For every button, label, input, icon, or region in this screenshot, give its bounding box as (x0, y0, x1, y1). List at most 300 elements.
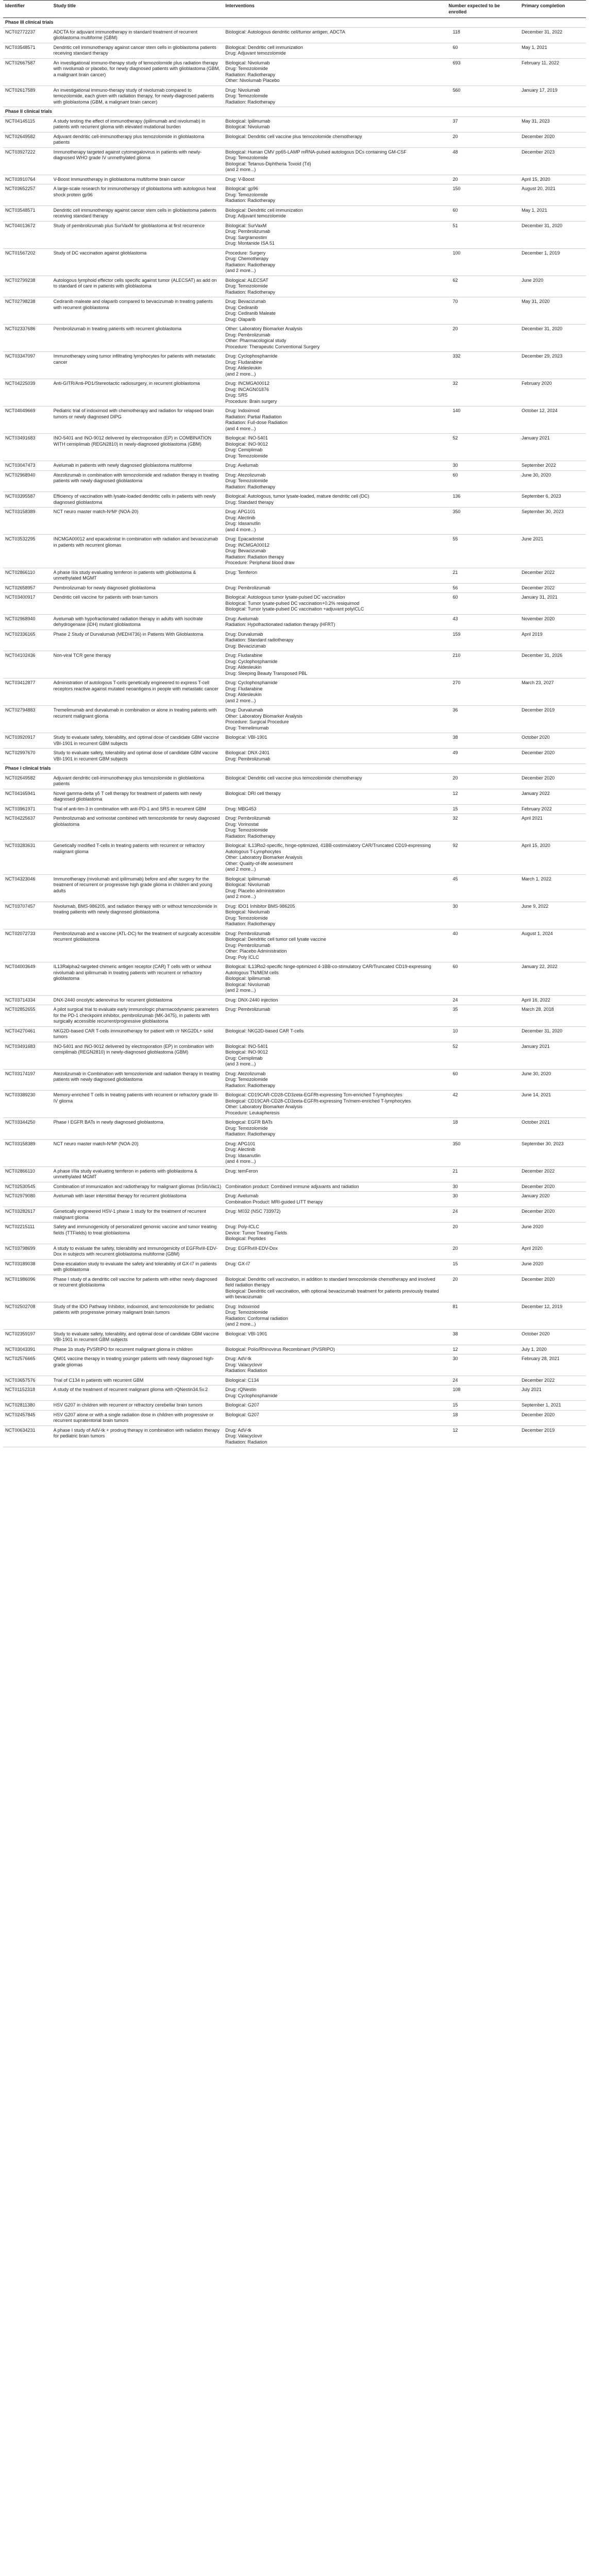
header-primary-completion: Primary completion (519, 1, 586, 18)
interventions: Biological: ALECSAT Drug: Temozolomide Radiation: Radiotherapy (223, 276, 446, 297)
table-row (3, 679, 586, 706)
study-title: Trial of C134 in patients with recurrent GBM (52, 1376, 224, 1385)
table-row (3, 1259, 586, 1275)
interventions: Biological: IL13Rα2-specific, hinge-optimized, 41BB-costimulatory CAR/Truncated CD19-expressing Autologous T-Lymphocytes Other: Laboratory Biomarker Analysis Other: Quality-of-life assessment (and 2 more...) (223, 841, 446, 875)
interventions: Drug: Fludarabine Drug: Cyclophosphamide Drug: Aldesleukin Drug: Sleeping Beauty Transposed PBL (223, 651, 446, 679)
study-title: IL13Ralpha2-targeted chimeric antigen receptor (CAR) T cells with or without nivolumab and ipilimumab in treating patients with recurrent or refractory glioblastoma (52, 962, 224, 996)
table-row (3, 535, 586, 568)
interventions: Biological: SurVaxM Drug: Pembrolizumab Drug: Sargramostim Drug: Montanide ISA 51 (223, 221, 446, 248)
trial-identifier: NCT03047473 (3, 461, 52, 471)
table-row (3, 1166, 586, 1182)
study-title: Avelumab in patients with newly diagnosed glioblastoma multiforme (52, 461, 224, 471)
trial-identifier: NCT02336165 (3, 630, 52, 651)
study-title: V-Boost immunotherapy in glioblastoma multiforme brain cancer (52, 175, 224, 184)
trial-identifier: NCT03798699 (3, 1244, 52, 1259)
phase-heading-row (3, 764, 586, 774)
enrollment-count: 37 (447, 116, 520, 132)
table-row (3, 1345, 586, 1354)
header-study-title: Study title (52, 1, 224, 18)
table-row (3, 507, 586, 535)
table-row (3, 593, 586, 615)
primary-completion-date: March 1, 2022 (519, 874, 586, 902)
enrollment-count: 30 (447, 461, 520, 471)
table-header (3, 1, 586, 18)
interventions: Biological: NKG2D-based CAR T-cells (223, 1026, 446, 1042)
table-row (3, 1244, 586, 1259)
trial-identifier: NCT02658957 (3, 583, 52, 593)
trial-identifier: NCT02799238 (3, 276, 52, 297)
primary-completion-date: May 31, 2020 (519, 297, 586, 325)
study-title: A study of the treatment of recurrent malignant glioma with rQNestin34.5v.2 (52, 1385, 224, 1401)
primary-completion-date: September 1, 2021 (519, 1401, 586, 1411)
primary-completion-date: December 2020 (519, 1275, 586, 1302)
study-title: Pembrolizumab and a vaccine (ATL-DC) for the treatment of surgically accessible recurrent glioblastoma (52, 929, 224, 962)
study-title: Efficiency of vaccination with lysate-loaded dendritic cells in patients with newly diagnosed glioblastoma (52, 492, 224, 507)
study-title: Study to evaluate safety, tolerability, and optimal dose of candidate GBM vaccine VBI-1901 in recurrent GBM subjects (52, 733, 224, 749)
enrollment-count: 18 (447, 1118, 520, 1140)
enrollment-count: 350 (447, 1139, 520, 1166)
trial-identifier: NCT03412877 (3, 679, 52, 706)
study-title: Dendritic cell immunotherapy against cancer stem cells in glioblastoma patients receiving standard therapy (52, 43, 224, 58)
phase-heading: Phase II clinical trials (3, 107, 586, 117)
primary-completion-date: April 2021 (519, 814, 586, 841)
study-title: Immunotherapy (nivolumab and ipilimumab) before and after surgery for the treatment of recurrent or progressive high grade glioma in children and young adults (52, 874, 224, 902)
study-title: Atezolizumab in Combination with temozolomide and radiation therapy in treating patients with newly diagnosed glioblastoma (52, 1069, 224, 1091)
interventions: Drug: INCMGA00012 Drug: INCAGN01876 Drug: SRS Procedure: Brain surgery (223, 379, 446, 406)
trial-identifier: NCT02997670 (3, 749, 52, 764)
primary-completion-date: October 2020 (519, 733, 586, 749)
trial-identifier: NCT04225039 (3, 379, 52, 406)
primary-completion-date: January 2021 (519, 1042, 586, 1069)
trial-identifier: NCT04145115 (3, 116, 52, 132)
interventions: Biological: IL13Rα2-specific hinge-optimized 4-1BB-co-stimulatory CAR/Truncated CD19-expressing Autologous TN/MEM cells Biological: Ipilimumab Biological: Nivolumab (and 2 more...) (223, 962, 446, 996)
trial-identifier: NCT03548571 (3, 43, 52, 58)
enrollment-count: 12 (447, 1345, 520, 1354)
study-title: QM01 vaccine therapy in treating younger patients with newly diagnosed high-grade gliomas (52, 1354, 224, 1376)
enrollment-count: 12 (447, 1426, 520, 1447)
study-title: Novel gamma-delta γδ T cell therapy for treatment of patients with newly diagnosed glioblastoma (52, 789, 224, 804)
phase-heading: Phase III clinical trials (3, 18, 586, 28)
trial-identifier: NCT02866110 (3, 1166, 52, 1182)
trial-identifier: NCT00634231 (3, 1426, 52, 1447)
interventions: Biological: Nivolumab Drug: Temozolomide Radiation: Radiotherapy Other: Nivolumab Placebo (223, 58, 446, 86)
trial-identifier: NCT01986096 (3, 1275, 52, 1302)
trial-identifier: NCT02617589 (3, 86, 52, 107)
interventions: Drug: Cyclophosphamide Drug: Fludarabine Drug: Aldesleukin (and 2 more...) (223, 679, 446, 706)
trial-identifier: NCT03189038 (3, 1259, 52, 1275)
study-title: Phase 1b study PVSRIPO for recurrent malignant glioma in children (52, 1345, 224, 1354)
enrollment-count: 62 (447, 276, 520, 297)
interventions: Biological: Autologous dendritic cell/tumor antigen, ADCTA (223, 27, 446, 43)
header-interventions: Interventions (223, 1, 446, 18)
interventions: Biological: Human CMV pp65-LAMP mRNA-pulsed autologous DCs containing GM-CSF Drug: Temozolomide Biological: Tetanus-Diphtheria Toxoid (Td) (and 2 more...) (223, 147, 446, 175)
primary-completion-date: August 1, 2024 (519, 929, 586, 962)
table-body (3, 18, 586, 1447)
primary-completion-date: April 2019 (519, 630, 586, 651)
table-row (3, 1139, 586, 1166)
table-row (3, 221, 586, 248)
enrollment-count: 332 (447, 352, 520, 379)
enrollment-count: 20 (447, 132, 520, 147)
enrollment-count: 10 (447, 1026, 520, 1042)
trial-identifier: NCT02649582 (3, 132, 52, 147)
study-title: DNX-2440 oncolytic adenovirus for recurrent glioblastoma (52, 995, 224, 1005)
enrollment-count: 43 (447, 614, 520, 630)
trial-identifier: NCT02866110 (3, 568, 52, 583)
enrollment-count: 60 (447, 593, 520, 615)
primary-completion-date: June 2020 (519, 276, 586, 297)
primary-completion-date: May 1, 2021 (519, 206, 586, 221)
enrollment-count: 140 (447, 406, 520, 434)
study-title: Phase I study of a dendritic cell vaccine for patients with either newly diagnosed or recurrent glioblastoma (52, 1275, 224, 1302)
study-title: Atezolizumab in combination with temozolomide and radiation therapy in treating patients with newly diagnosed glioblastoma (52, 470, 224, 492)
interventions: Drug: Epacadostat Drug: INCMGA00012 Drug: Bevacizumab Radiation: Radiation therapy Procedure: Peripheral blood draw (223, 535, 446, 568)
enrollment-count: 24 (447, 1207, 520, 1223)
table-row (3, 1069, 586, 1091)
interventions: Drug: APG101 Drug: Alectinib Drug: Idasanutlin (and 4 more...) (223, 1139, 446, 1166)
trial-identifier: NCT02215111 (3, 1223, 52, 1244)
trial-identifier: NCT03652257 (3, 184, 52, 206)
interventions: Drug: V-Boost (223, 175, 446, 184)
primary-completion-date: May 31, 2023 (519, 116, 586, 132)
primary-completion-date: November 2020 (519, 614, 586, 630)
phase-heading-row (3, 18, 586, 28)
study-title: Phase I EGFR BATs in newly diagnosed glioblastoma (52, 1118, 224, 1140)
interventions: Drug: Durvalumab Other: Laboratory Biomarker Analysis Procedure: Surgical Procedure Drug: Tremelimumab (223, 706, 446, 733)
primary-completion-date: December 2022 (519, 568, 586, 583)
study-title: Genetically modified T-cells in treating patients with recurrent or refractory malignant glioma (52, 841, 224, 875)
primary-completion-date: September 2022 (519, 461, 586, 471)
trial-identifier: NCT03389230 (3, 1091, 52, 1118)
study-title: A study testing the effect of immunotherapy (ipilimumab and nivolumab) in patients with recurrent glioma with elevated mutational burden (52, 116, 224, 132)
trial-identifier: NCT04323046 (3, 874, 52, 902)
table-row (3, 1329, 586, 1345)
trial-identifier: NCT02979080 (3, 1192, 52, 1207)
enrollment-count: 210 (447, 651, 520, 679)
primary-completion-date: January 2020 (519, 1192, 586, 1207)
table-row (3, 1192, 586, 1207)
table-row (3, 1385, 586, 1401)
primary-completion-date: December 31, 2020 (519, 221, 586, 248)
enrollment-count: 20 (447, 325, 520, 352)
trial-identifier: NCT02794883 (3, 706, 52, 733)
table-row (3, 1182, 586, 1192)
enrollment-count: 30 (447, 1354, 520, 1376)
enrollment-count: 49 (447, 749, 520, 764)
interventions: Biological: Autologous tumor lysate-pulsed DC vaccination Biological: Tumor lysate-pulsed DC vaccination+0.2% resiquimod Biological: Tumor lysate-pulsed DC vaccination +adjuvant polyICLC (223, 593, 446, 615)
interventions: Biological: EGFR BATs Drug: Temozolomide Radiation: Radiotherapy (223, 1118, 446, 1140)
enrollment-count: 350 (447, 507, 520, 535)
table-row (3, 995, 586, 1005)
enrollment-count: 15 (447, 804, 520, 814)
study-title: Study of DC vaccination against glioblastoma (52, 248, 224, 276)
interventions: Drug: Avelumab Radiation: Hypofractionated radiation therapy (HFRT) (223, 614, 446, 630)
enrollment-count: 20 (447, 773, 520, 789)
table-row (3, 406, 586, 434)
primary-completion-date: June 30, 2020 (519, 470, 586, 492)
primary-completion-date: April 2020 (519, 1244, 586, 1259)
enrollment-count: 20 (447, 1244, 520, 1259)
trial-identifier: NCT03174197 (3, 1069, 52, 1091)
interventions: Drug: Pembrolizumab Drug: Vorinostat Drug: Temozolomide Radiation: Radiotherapy (223, 814, 446, 841)
interventions: Drug: Pembrolizumab (223, 583, 446, 593)
study-title: INO-5401 and INO-9012 delivered by electroporation (EP) in COMBINATION WITH cemiplimab (REGN2810) in newly-diagnosed glioblastoma (GBM) (52, 434, 224, 461)
interventions: Biological: gp96 Drug: Temozolomide Radiation: Radiotherapy (223, 184, 446, 206)
study-title: NCT neuro master match-N²M² (NOA-20) (52, 507, 224, 535)
table-row (3, 1376, 586, 1385)
header-identifier: Identifier (3, 1, 52, 18)
trial-identifier: NCT03927222 (3, 147, 52, 175)
header-enrolled: Number expected to be enrolled (447, 1, 520, 18)
interventions: Biological: Dendritic cell vaccine plus temozolomide chemotherapy (223, 132, 446, 147)
study-title: Study to evaluate safety, tolerability, and optimal dose of candidate GBM vaccine VBI-1901 in recurrent GBM subjects (52, 1329, 224, 1345)
interventions: Biological: DRI cell therapy (223, 789, 446, 804)
interventions: Biological: G207 (223, 1410, 446, 1426)
interventions: Drug: Poly-ICLC Device: Tumor Treating Fields Biological: Peptides (223, 1223, 446, 1244)
primary-completion-date: January 2021 (519, 434, 586, 461)
study-title: Study to evaluate safety, tolerability and optimal dose of candidate GBM vaccine VBI-1901 in recurrent GBM subjects (52, 749, 224, 764)
table-row (3, 1042, 586, 1069)
study-title: Tremelimumab and durvalumab in combination or alone in treating patients with recurrent malignant glioma (52, 706, 224, 733)
interventions: Drug: Avelumab (223, 461, 446, 471)
study-title: Avelumab with laser interstitial therapy for recurrent glioblastoma (52, 1192, 224, 1207)
study-title: Adjuvant dendritic cell-immunotherapy plus temozolomide in glioblastoma patients (52, 132, 224, 147)
primary-completion-date: December 29, 2023 (519, 352, 586, 379)
trial-identifier: NCT03158389 (3, 1139, 52, 1166)
enrollment-count: 55 (447, 535, 520, 568)
table-row (3, 1091, 586, 1118)
enrollment-count: 42 (447, 1091, 520, 1118)
study-title: Trial of anti-tim-3 in combination with anti-PD-1 and SRS in recurrent GBM (52, 804, 224, 814)
primary-completion-date: December 31, 2020 (519, 325, 586, 352)
primary-completion-date: June 30, 2020 (519, 1069, 586, 1091)
primary-completion-date: October 12, 2024 (519, 406, 586, 434)
enrollment-count: 30 (447, 1182, 520, 1192)
interventions: Combination product: Combined immune adjuvants and radiation (223, 1182, 446, 1192)
study-title: NCT neuro master match-N²M² (NOA-20) (52, 1139, 224, 1166)
table-row (3, 1223, 586, 1244)
interventions: Biological: Ipilimumab Biological: Nivolumab (223, 116, 446, 132)
primary-completion-date: January 2022 (519, 789, 586, 804)
primary-completion-date: December 2019 (519, 706, 586, 733)
trial-identifier: NCT03532295 (3, 535, 52, 568)
primary-completion-date: August 20, 2021 (519, 184, 586, 206)
interventions: Biological: Dendritic cell immunization Drug: Adjuvant temozolomide (223, 43, 446, 58)
enrollment-count: 60 (447, 1069, 520, 1091)
primary-completion-date: February 28, 2021 (519, 1354, 586, 1376)
enrollment-count: 92 (447, 841, 520, 875)
table-row (3, 276, 586, 297)
trial-identifier: NCT03400917 (3, 593, 52, 615)
interventions: Biological: G207 (223, 1401, 446, 1411)
interventions: Drug: IDO1 Inhibitor BMS-986205 Biological: Nivolumab Drug: Temozolomide Radiation: Radiotherapy (223, 902, 446, 929)
table-row (3, 962, 586, 996)
trial-identifier: NCT02968940 (3, 614, 52, 630)
study-title: Anti-GITR/Anti-PD1/Stereotactic radiosurgery, in recurrent glioblastoma (52, 379, 224, 406)
table-row (3, 902, 586, 929)
study-title: Pediatric trial of indoximod with chemotherapy and radiation for relapsed brain tumors or newly diagnosed DIPG (52, 406, 224, 434)
table-row (3, 1207, 586, 1223)
study-title: Pembrolizumab in treating patients with recurrent glioblastoma (52, 325, 224, 352)
table-row (3, 461, 586, 471)
interventions: Drug: APG101 Drug: Alectinib Drug: Idasanutlin (and 4 more...) (223, 507, 446, 535)
enrollment-count: 118 (447, 27, 520, 43)
table-row (3, 147, 586, 175)
table-row (3, 325, 586, 352)
interventions: Drug: Indoximod Drug: Temozolomide Radiation: Conformal radiation (and 2 more...) (223, 1302, 446, 1329)
interventions: Drug: AdV-tk Drug: Valacyclovir Radiation: Radiation (223, 1426, 446, 1447)
study-title: Memory-enriched T cells in treating patients with recurrent or refractory grade III-IV glioma (52, 1091, 224, 1118)
interventions: Drug: Durvalumab Radiation: Standard radiotherapy Drug: Bevacizumab (223, 630, 446, 651)
enrollment-count: 60 (447, 43, 520, 58)
table-row (3, 132, 586, 147)
trial-identifier: NCT03043391 (3, 1345, 52, 1354)
primary-completion-date: March 28, 2018 (519, 1005, 586, 1027)
primary-completion-date: April 15, 2020 (519, 175, 586, 184)
enrollment-count: 15 (447, 1401, 520, 1411)
interventions: Biological: C134 (223, 1376, 446, 1385)
enrollment-count: 60 (447, 206, 520, 221)
study-title: Combination of immunization and radiotherapy for malignant gliomas (InSituVac1) (52, 1182, 224, 1192)
primary-completion-date: December 31, 2022 (519, 27, 586, 43)
enrollment-count: 20 (447, 1223, 520, 1244)
table-row (3, 297, 586, 325)
primary-completion-date: October 2021 (519, 1118, 586, 1140)
primary-completion-date: June 9, 2022 (519, 902, 586, 929)
trial-identifier: NCT03910764 (3, 175, 52, 184)
table-row (3, 773, 586, 789)
table-row (3, 630, 586, 651)
primary-completion-date: December 1, 2019 (519, 248, 586, 276)
primary-completion-date: December 2020 (519, 1207, 586, 1223)
trial-identifier: NCT03282617 (3, 1207, 52, 1223)
trial-identifier: NCT03920917 (3, 733, 52, 749)
primary-completion-date: December 2022 (519, 583, 586, 593)
primary-completion-date: February 2020 (519, 379, 586, 406)
enrollment-count: 56 (447, 583, 520, 593)
trial-identifier: NCT02359197 (3, 1329, 52, 1345)
primary-completion-date: December 31, 2026 (519, 651, 586, 679)
study-title: A phase I study of AdV-tk + prodrug therapy in combination with radiation therapy for pediatric brain tumors (52, 1426, 224, 1447)
study-title: Phase 2 Study of Durvalumab (MEDI4736) in Patients With Glioblastoma (52, 630, 224, 651)
study-title: Study of the IDO Pathway Inhibitor, indoximod, and temozolomide for pediatric patients with progressive primary malignant brain tumors (52, 1302, 224, 1329)
trial-identifier: NCT03491683 (3, 434, 52, 461)
primary-completion-date: September 6, 2023 (519, 492, 586, 507)
trial-identifier: NCT02576665 (3, 1354, 52, 1376)
enrollment-count: 15 (447, 1259, 520, 1275)
enrollment-count: 40 (447, 929, 520, 962)
trial-identifier: NCT03714334 (3, 995, 52, 1005)
enrollment-count: 108 (447, 1385, 520, 1401)
clinical-trials-table (3, 0, 586, 1447)
study-title: Avelumab with hypofractionated radiation therapy in adults with isocitrate dehydrogenase (IDH) mutant glioblastoma (52, 614, 224, 630)
table-row (3, 841, 586, 875)
enrollment-count: 150 (447, 184, 520, 206)
table-row (3, 789, 586, 804)
primary-completion-date: March 23, 2027 (519, 679, 586, 706)
primary-completion-date: January 17, 2019 (519, 86, 586, 107)
interventions: Biological: Dendritic cell immunization Drug: Adjuvant temozolomide (223, 206, 446, 221)
primary-completion-date: December 2022 (519, 1166, 586, 1182)
table-row (3, 434, 586, 461)
table-row (3, 248, 586, 276)
primary-completion-date: September 30, 2023 (519, 507, 586, 535)
trial-identifier: NCT01152318 (3, 1385, 52, 1401)
trial-identifier: NCT02811380 (3, 1401, 52, 1411)
study-title: An investigational immuno-therapy study of temozolomide plus radiation therapy with nivolumab or placebo, for newly diagnosed patients with glioblastoma (GBM, a malignant brain cancer) (52, 58, 224, 86)
interventions: Other: Laboratory Biomarker Analysis Drug: Pembrolizumab Other: Pharmacological study Procedure: Therapeutic Conventional Surgery (223, 325, 446, 352)
table-row (3, 492, 586, 507)
enrollment-count: 12 (447, 789, 520, 804)
interventions: Drug: Indoximod Radiation: Partial Radiation Radiation: Full-dose Radiation (and 4 more...) (223, 406, 446, 434)
primary-completion-date: April 15, 2020 (519, 841, 586, 875)
enrollment-count: 270 (447, 679, 520, 706)
table-row (3, 1410, 586, 1426)
table-row (3, 874, 586, 902)
enrollment-count: 70 (447, 297, 520, 325)
interventions: Biological: Polio/Rhinovirus Recombinant (PVSRIPO) (223, 1345, 446, 1354)
primary-completion-date: December 31, 2020 (519, 1026, 586, 1042)
trial-identifier: NCT02852655 (3, 1005, 52, 1027)
enrollment-count: 38 (447, 733, 520, 749)
primary-completion-date: June 2021 (519, 535, 586, 568)
primary-completion-date: September 30, 2023 (519, 1139, 586, 1166)
enrollment-count: 20 (447, 1275, 520, 1302)
study-title: Administration of autologous T-cells genetically engineered to express T-cell receptors reactive against mutated neoantigens in people with metastatic cancer (52, 679, 224, 706)
interventions: Drug: M032 (NSC 733972) (223, 1207, 446, 1223)
trial-identifier: NCT02530545 (3, 1182, 52, 1192)
interventions: Biological: VBI-1901 (223, 733, 446, 749)
table-row (3, 27, 586, 43)
trial-identifier: NCT02072733 (3, 929, 52, 962)
study-title: A study to evaluate the safety, tolerability and immunogenicity of EGFRvIII-EDV-Dox in subjects with recurrent glioblastoma multiforme (GBM) (52, 1244, 224, 1259)
table-row (3, 804, 586, 814)
trial-identifier: NCT01567202 (3, 248, 52, 276)
table-row (3, 1401, 586, 1411)
enrollment-count: 136 (447, 492, 520, 507)
enrollment-count: 100 (447, 248, 520, 276)
enrollment-count: 81 (447, 1302, 520, 1329)
enrollment-count: 20 (447, 175, 520, 184)
enrollment-count: 30 (447, 1192, 520, 1207)
trial-identifier: NCT04165941 (3, 789, 52, 804)
interventions: Biological: Ipilimumab Biological: Nivolumab Drug: Placebo administration (and 2 more...) (223, 874, 446, 902)
study-title: Study of pembrolizumab plus SurVaxM for glioblastoma at first recurrence (52, 221, 224, 248)
table-row (3, 43, 586, 58)
study-title: NKG2D-based CAR T-cells immunotherapy for patient with r/r NKG2DL+ solid tumors (52, 1026, 224, 1042)
table-row (3, 1026, 586, 1042)
interventions: Drug: Atezolizumab Drug: Temozolomide Radiation: Radiotherapy (223, 1069, 446, 1091)
interventions: Drug: GX-I7 (223, 1259, 446, 1275)
primary-completion-date: December 2020 (519, 1182, 586, 1192)
trial-identifier: NCT03961971 (3, 804, 52, 814)
primary-completion-date: December 2023 (519, 147, 586, 175)
primary-completion-date: February 11, 2022 (519, 58, 586, 86)
enrollment-count: 36 (447, 706, 520, 733)
enrollment-count: 32 (447, 814, 520, 841)
trial-identifier: NCT03548571 (3, 206, 52, 221)
study-title: HSV G207 alone or with a single radiation dose in children with progressive or recurrent supratentorial brain tumors (52, 1410, 224, 1426)
study-title: Dose-escalation study to evaluate the safety and tolerability of GX-I7 in patients with glioblastoma (52, 1259, 224, 1275)
enrollment-count: 159 (447, 630, 520, 651)
interventions: Biological: CD19CAR-CD28-CD3zeta-EGFRt-expressing Tcm-enriched T-lymphocytes Biological: CD19CAR-CD28-CD3zeta-EGFRt-expressing Tn/mem-enriched T-lymphocytes Other: Laboratory Biomarker Analysis Procedure: Leukapheresis (223, 1091, 446, 1118)
table-row (3, 583, 586, 593)
trial-identifier: NCT03158389 (3, 507, 52, 535)
table-row (3, 116, 586, 132)
interventions: Drug: Pembrolizumab (223, 1005, 446, 1027)
primary-completion-date: May 1, 2021 (519, 43, 586, 58)
enrollment-count: 45 (447, 874, 520, 902)
